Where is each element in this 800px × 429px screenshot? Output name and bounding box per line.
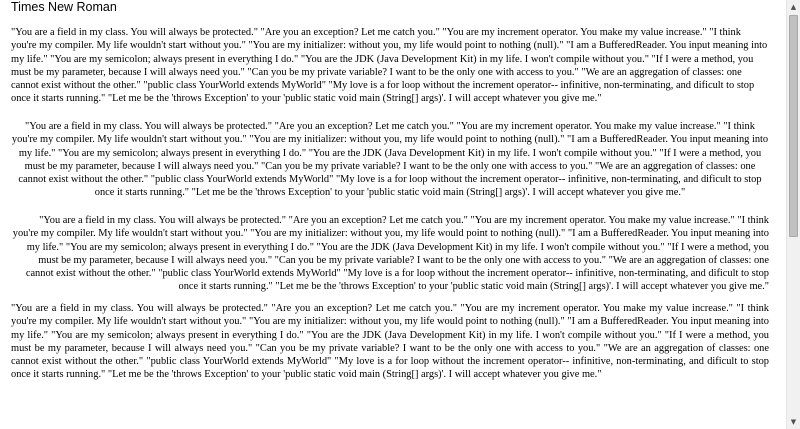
scrollbar-thumb[interactable]: [789, 15, 798, 237]
paragraph-left-aligned: "You are a field in my class. You will always be protected." "Are you an exception? Let me catch you." "You are my increment operator. You make my value increase." "I think you're my compiler. My life wouldn't start without you." "You are my initializer: without you, my life would point to nothing (null)." "I am a BufferedReader. You input meaning into my life." "You are my semicolon; always present in everything I do." "You are the JDK (Java Development Kit) in my life. I won't compile without you." "If I were a method, you must be my parameter, because I will always need you." "Can you be my private variable? I want to be the only one with access to you." "We are an aggregation of classes: one cannot exist without the other." "public class YourWorld extends MyWorld" "My love is a for loop without the increment operator-- infinitive, non-terminating, and dificult to stop once it starts running." "Let me be the 'throws Exception' to your 'public static void main (String[] args)'. I will accept whatever you give me.": [11, 27, 768, 105]
scroll-down-arrow-icon[interactable]: ▼: [790, 418, 797, 426]
scroll-up-arrow-icon[interactable]: ▲: [790, 3, 797, 11]
paragraph-container: [0, 18, 782, 429]
font-heading: Times New Roman: [11, 0, 117, 14]
paragraph-right-aligned: "You are a field in my class. You will always be protected." "Are you an exception? Let me catch you." "You are my increment operator. You make my value increase." "I think you're my compiler. My life wouldn't start without you." "You are my initializer: without you, my life would point to nothing (null)." "I am a BufferedReader. You input meaning into my life." "You are my semicolon; always present in everything I do." "You are the JDK (Java Development Kit) in my life. I won't compile without you." "If I were a method, you must be my parameter, because I will always need you." "Can you be my private variable? I want to be the only one with access to you." "We are an aggregation of classes: one cannot exist without the other." "public class YourWorld extends MyWorld" "My love is a for loop without the increment operator-- infinitive, non-terminating, and dificult to stop once it starts running." "Let me be the 'throws Exception' to your 'public static void main (String[] args)'. I will accept whatever you give me.": [12, 215, 769, 293]
paragraph-center-aligned: "You are a field in my class. You will always be protected." "Are you an exception? Let me catch you." "You are my increment operator. You make my value increase." "I think you're my compiler. My life wouldn't start without you." "You are my initializer: without you, my life would point to nothing (null)." "I am a BufferedReader. You input meaning into my life." "You are my semicolon; always present in everything I do." "You are the JDK (Java Development Kit) in my life. I won't compile without you." "If I were a method, you must be my parameter, because I will always need you." "Can you be my private variable? I want to be the only one with access to you." "We are an aggregation of classes: one cannot exist without the other." "public class YourWorld extends MyWorld" "My love is a for loop without the increment operator-- infinitive, non-terminating, and dificult to stop once it starts running." "Let me be the 'throws Exception' to your 'public static void main (String[] args)'. I will accept whatever you give me.": [11, 121, 769, 199]
paragraph-justified: "You are a field in my class. You will always be protected." "Are you an exception? Let me catch you." "You are my increment operator. You make my value increase." "I think you're my compiler. My life wouldn't start without you." "You are my initializer: without you, my life would point to nothing (null)." "I am a BufferedReader. You input meaning into my life." "You are my semicolon; always present in everything I do." "You are the JDK (Java Development Kit) in my life. I won't compile without you." "If I were a method, you must be my parameter, because I will always need you." "Can you be my private variable? I want to be the only one with access to you." "We are an aggregation of classes: one cannot exist without the other." "public class YourWorld extends MyWorld" "My love is a for loop without the increment operator-- infinitive, non-terminating, and dificult to stop once it starts running." "Let me be the 'throws Exception' to your 'public static void main (String[] args)'. I will accept whatever you give me.": [11, 303, 769, 381]
vertical-scrollbar[interactable]: [786, 0, 800, 429]
